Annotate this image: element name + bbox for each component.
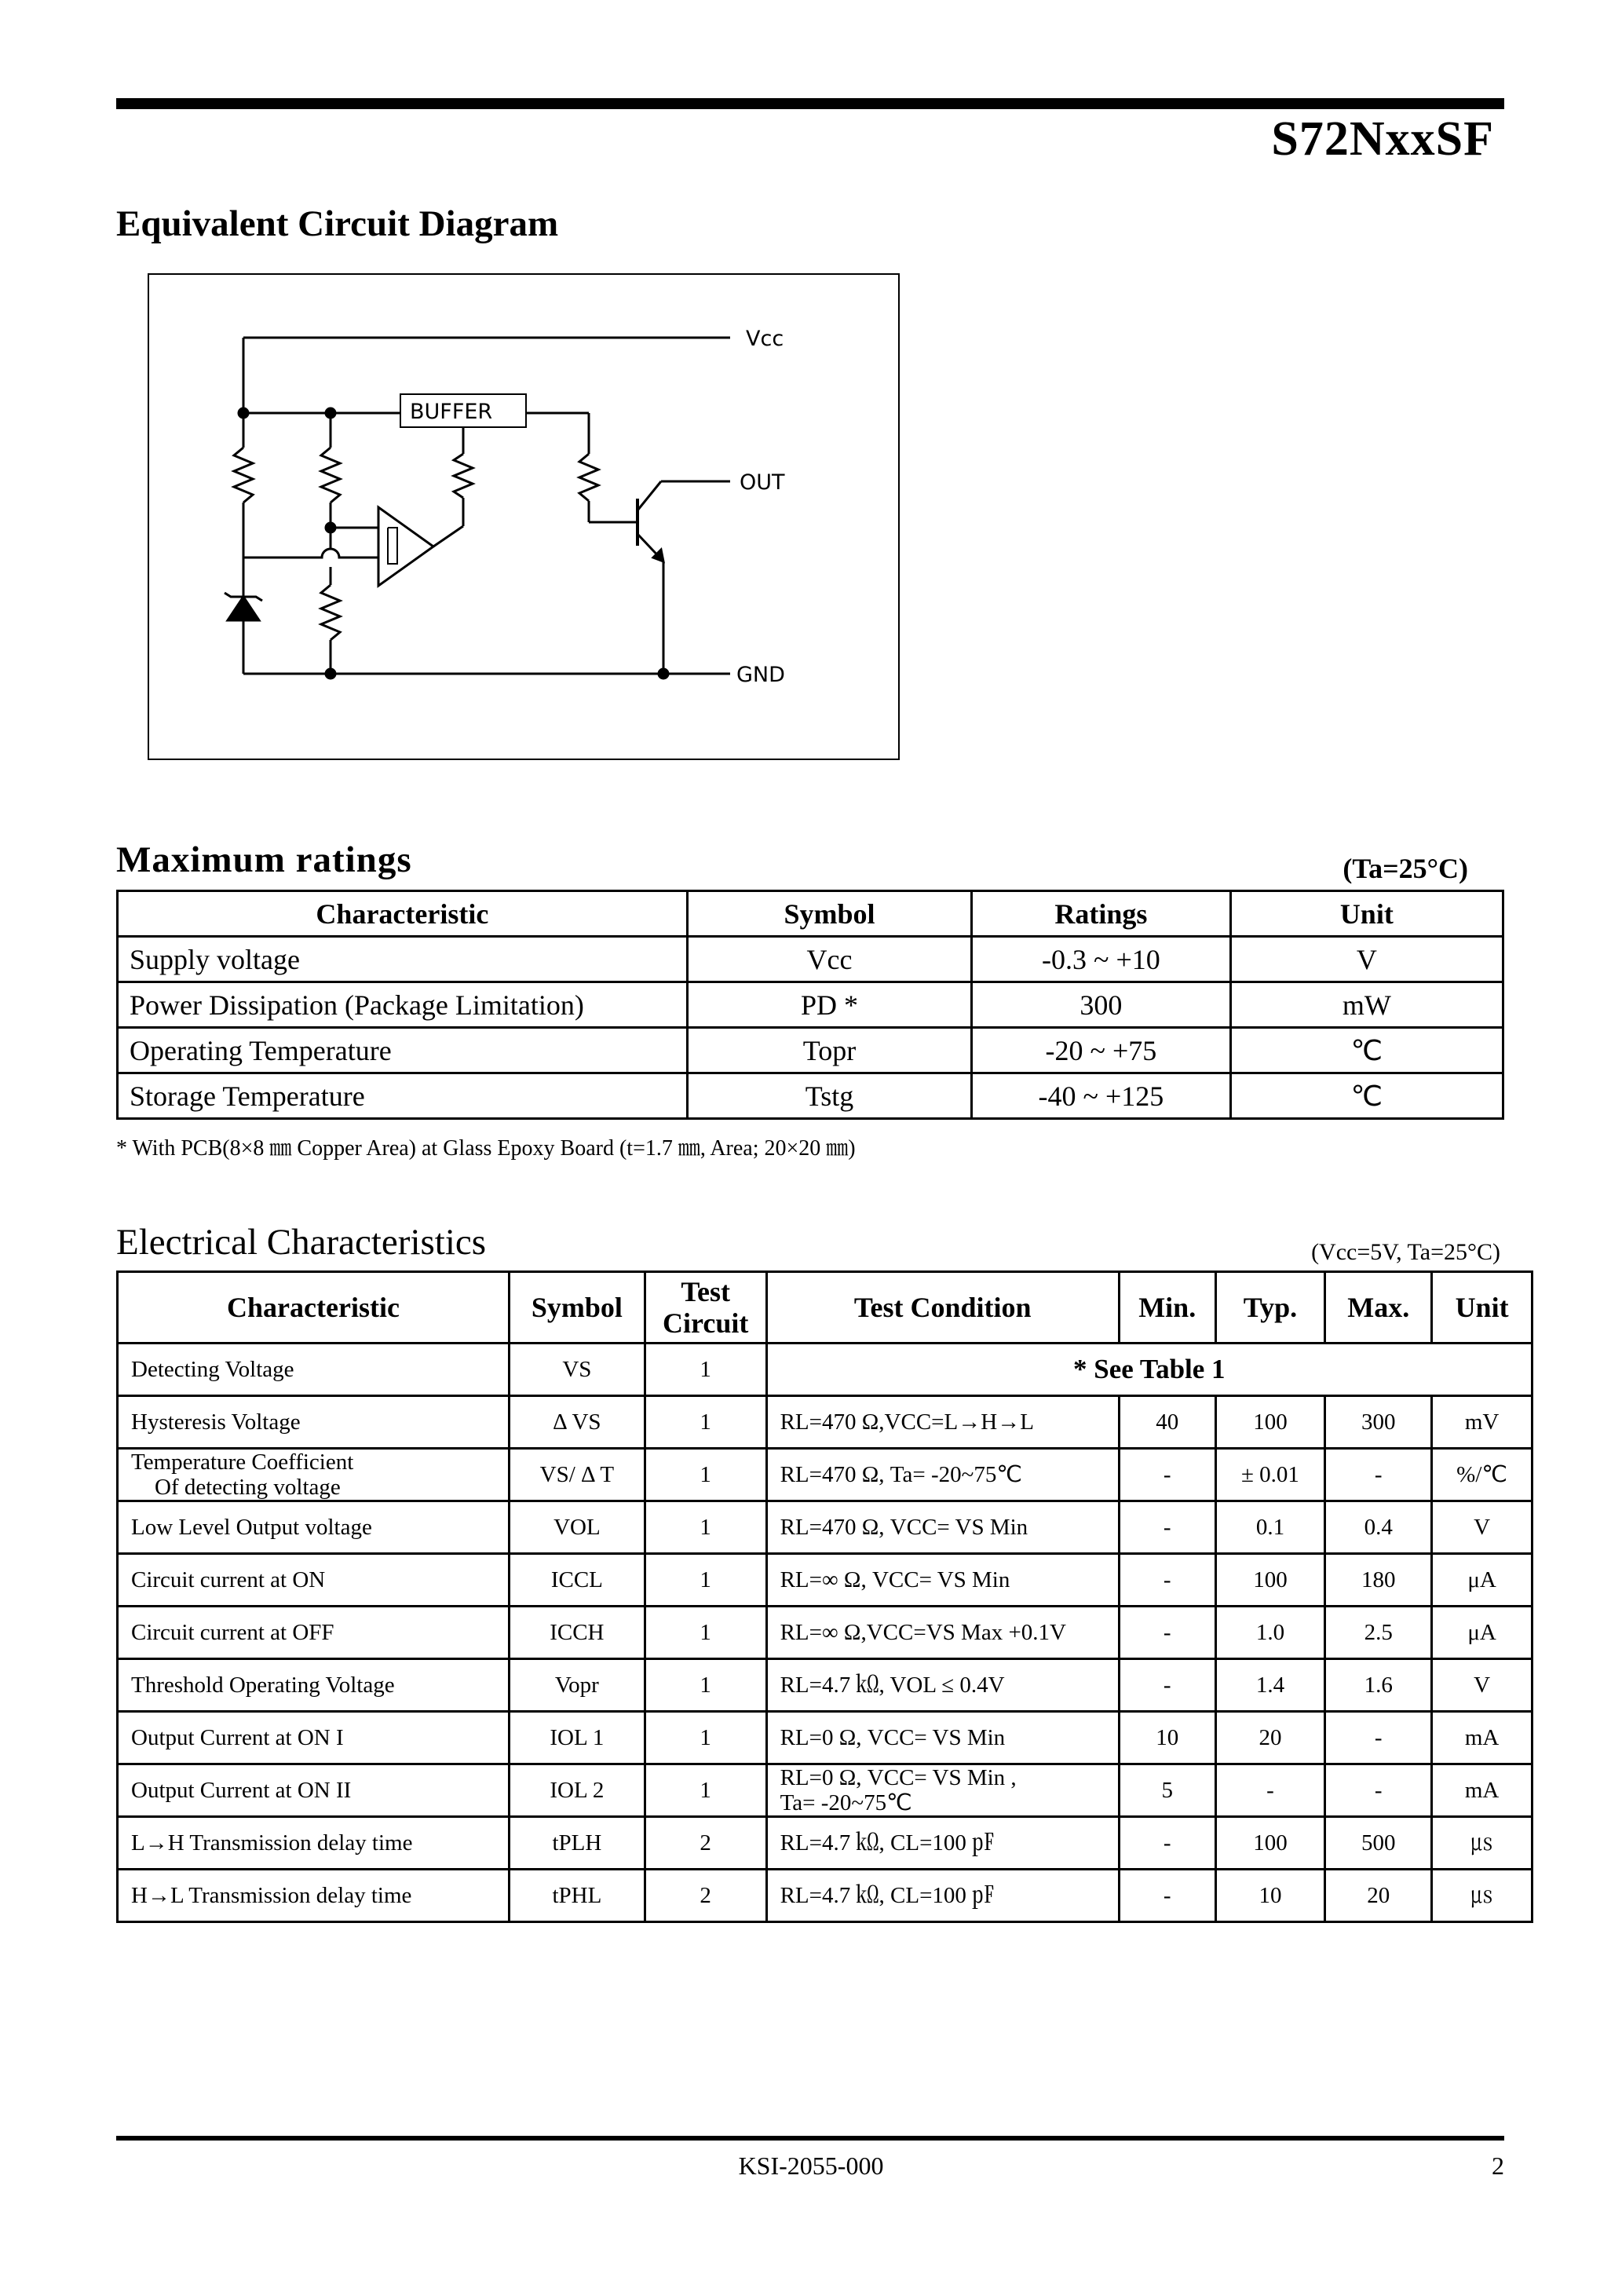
characteristic-cell bbox=[118, 1607, 510, 1659]
max-cell-line: 180 bbox=[1361, 1567, 1396, 1592]
table-header-row bbox=[118, 1272, 1532, 1344]
typ-cell bbox=[1215, 1870, 1325, 1922]
column-header: Min. bbox=[1119, 1272, 1215, 1344]
symbol-cell-line: tPHL bbox=[552, 1883, 602, 1908]
condition-cell bbox=[766, 1501, 1119, 1554]
ratings-cell: -0.3 ~ +10 bbox=[972, 937, 1230, 982]
typ-cell-line: 10 bbox=[1259, 1883, 1282, 1908]
min-cell bbox=[1119, 1554, 1215, 1607]
characteristic-cell-line: H→L Transmission delay time bbox=[131, 1883, 412, 1908]
circuit-cell-line: 1 bbox=[700, 1620, 711, 1645]
column-header: Typ. bbox=[1215, 1272, 1325, 1344]
unit-cell bbox=[1432, 1764, 1532, 1817]
characteristic-cell bbox=[118, 1554, 510, 1607]
characteristic-cell bbox=[118, 1396, 510, 1449]
symbol-cell-line: VOL bbox=[553, 1515, 601, 1540]
unit-cell bbox=[1432, 1554, 1532, 1607]
unit-cell-line: V bbox=[1474, 1673, 1491, 1698]
symbol-cell bbox=[509, 1607, 645, 1659]
typ-cell bbox=[1215, 1501, 1325, 1554]
max-cell-line: 20 bbox=[1367, 1883, 1390, 1908]
unit-cell-line: mA bbox=[1464, 1725, 1500, 1750]
condition-cell-line: RL=∞ Ω, VCC= VS Min bbox=[780, 1567, 1010, 1592]
ratings-cell: 300 bbox=[972, 982, 1230, 1028]
column-header: Characteristic bbox=[118, 1272, 510, 1344]
document-title: S72NxxSF bbox=[1271, 112, 1494, 166]
table-row bbox=[118, 1870, 1532, 1922]
unit-cell-line: mA bbox=[1464, 1778, 1500, 1803]
max-cell bbox=[1325, 1712, 1432, 1764]
resistor-r5 bbox=[579, 454, 598, 501]
max-cell-line: - bbox=[1374, 1725, 1383, 1750]
max-cell-line: - bbox=[1374, 1462, 1383, 1487]
condition-cell bbox=[766, 1764, 1119, 1817]
min-cell-line: - bbox=[1163, 1620, 1171, 1645]
symbol-cell bbox=[509, 1449, 645, 1501]
characteristic-cell bbox=[118, 1449, 510, 1501]
unit-cell-line: ㎲ bbox=[1470, 1883, 1494, 1908]
max-cell bbox=[1325, 1501, 1432, 1554]
typ-cell bbox=[1215, 1607, 1325, 1659]
condition-cell-line: RL=4.7 ㏀, VOL ≤ 0.4V bbox=[780, 1673, 1005, 1698]
unit-cell-line: μA bbox=[1467, 1620, 1496, 1645]
characteristic-cell-line: L→H Transmission delay time bbox=[131, 1830, 413, 1855]
unit-cell: V bbox=[1230, 937, 1503, 982]
circuit-cell bbox=[645, 1817, 766, 1870]
symbol-cell-line: ICCH bbox=[550, 1620, 605, 1645]
header-line: Circuit bbox=[663, 1307, 749, 1339]
symbol-cell bbox=[509, 1501, 645, 1554]
condition-cell bbox=[766, 1554, 1119, 1607]
max-cell bbox=[1325, 1870, 1432, 1922]
out-label: OUT bbox=[740, 470, 785, 495]
resistor-r3 bbox=[321, 585, 340, 640]
typ-cell-line: 0.1 bbox=[1255, 1515, 1285, 1540]
resistor-r2 bbox=[321, 448, 340, 503]
unit-cell bbox=[1432, 1659, 1532, 1712]
condition-cell bbox=[766, 1396, 1119, 1449]
symbol-cell: PD * bbox=[687, 982, 971, 1028]
column-header: Unit bbox=[1432, 1272, 1532, 1344]
max-ratings-condition: (Ta=25°C) bbox=[1343, 853, 1468, 884]
characteristic-cell: Storage Temperature bbox=[118, 1073, 688, 1119]
circuit-cell bbox=[645, 1712, 766, 1764]
symbol-cell bbox=[509, 1817, 645, 1870]
column-header: Symbol bbox=[509, 1272, 645, 1344]
table-row bbox=[118, 1028, 1503, 1073]
max-cell bbox=[1325, 1607, 1432, 1659]
typ-cell-line: - bbox=[1266, 1778, 1274, 1803]
symbol-cell bbox=[509, 1554, 645, 1607]
condition-cell bbox=[766, 1817, 1119, 1870]
see-table-cell: * See Table 1 bbox=[766, 1344, 1532, 1396]
typ-cell-line: 20 bbox=[1259, 1725, 1282, 1750]
max-ratings-table bbox=[116, 890, 1504, 1120]
unit-cell-line: mV bbox=[1464, 1409, 1500, 1435]
page-number: 2 bbox=[1492, 2152, 1504, 2180]
min-cell-line: 5 bbox=[1161, 1778, 1173, 1803]
characteristic-cell bbox=[118, 1501, 510, 1554]
symbol-cell: VS bbox=[509, 1344, 645, 1396]
max-cell-line: 0.4 bbox=[1364, 1515, 1393, 1540]
symbol-cell-line: VS/ Δ T bbox=[539, 1462, 615, 1487]
circuit-cell-line: 1 bbox=[700, 1725, 711, 1750]
circuit-cell-line: 2 bbox=[700, 1830, 711, 1855]
unit-cell bbox=[1432, 1396, 1532, 1449]
unit-cell: mW bbox=[1230, 982, 1503, 1028]
min-cell-line: - bbox=[1163, 1567, 1171, 1592]
characteristic-cell-line: Temperature Coefficient bbox=[131, 1450, 354, 1475]
characteristic-cell bbox=[118, 1764, 510, 1817]
characteristic-cell-line: Low Level Output voltage bbox=[131, 1515, 372, 1540]
table-row bbox=[118, 1764, 1532, 1817]
column-header: Test Condition bbox=[766, 1272, 1119, 1344]
condition-cell-line: RL=∞ Ω,VCC=VS Max +0.1V bbox=[780, 1620, 1066, 1645]
characteristic-cell-line: Circuit current at ON bbox=[131, 1567, 326, 1592]
condition-cell-line: RL=470 Ω,VCC=L→H→L bbox=[780, 1409, 1034, 1435]
junction-dot bbox=[659, 669, 668, 678]
circuit-cell-line: 1 bbox=[700, 1673, 711, 1698]
circuit-cell-line: 1 bbox=[700, 1462, 711, 1487]
min-cell bbox=[1119, 1817, 1215, 1870]
unit-cell-line: V bbox=[1474, 1515, 1491, 1540]
max-cell bbox=[1325, 1554, 1432, 1607]
symbol-cell-line: IOL 1 bbox=[550, 1725, 605, 1750]
unit-cell-line: ㎲ bbox=[1470, 1830, 1494, 1855]
max-cell-line: 1.6 bbox=[1364, 1673, 1393, 1698]
max-cell-line: - bbox=[1374, 1778, 1383, 1803]
circuit-cell bbox=[645, 1607, 766, 1659]
typ-cell bbox=[1215, 1712, 1325, 1764]
typ-cell-line: ± 0.01 bbox=[1241, 1462, 1299, 1487]
min-cell-line: - bbox=[1163, 1673, 1171, 1698]
table-row bbox=[118, 1712, 1532, 1764]
symbol-cell bbox=[509, 1712, 645, 1764]
characteristic-cell bbox=[118, 1712, 510, 1764]
max-cell bbox=[1325, 1396, 1432, 1449]
symbol-cell: Tstg bbox=[687, 1073, 971, 1119]
table-row bbox=[118, 1554, 1532, 1607]
circuit-cell-line: 2 bbox=[700, 1883, 711, 1908]
characteristic-cell-line: Hysteresis Voltage bbox=[131, 1409, 301, 1435]
table-row bbox=[118, 982, 1503, 1028]
unit-cell: ℃ bbox=[1230, 1028, 1503, 1073]
circuit-section-title: Equivalent Circuit Diagram bbox=[116, 203, 559, 244]
symbol-cell bbox=[509, 1659, 645, 1712]
condition-cell-line: RL=470 Ω, VCC= VS Min bbox=[780, 1515, 1028, 1540]
unit-cell bbox=[1432, 1712, 1532, 1764]
characteristic-cell-line: Threshold Operating Voltage bbox=[131, 1673, 395, 1698]
characteristic-cell: Operating Temperature bbox=[118, 1028, 688, 1073]
circuit-cell: 1 bbox=[645, 1344, 766, 1396]
min-cell-line: - bbox=[1163, 1515, 1171, 1540]
max-cell bbox=[1325, 1449, 1432, 1501]
min-cell bbox=[1119, 1870, 1215, 1922]
zener-diode bbox=[228, 597, 259, 620]
circuit-schematic bbox=[149, 275, 901, 762]
condition-cell bbox=[766, 1607, 1119, 1659]
ratings-cell: -20 ~ +75 bbox=[972, 1028, 1230, 1073]
header-line: Test bbox=[681, 1276, 731, 1307]
circuit-cell bbox=[645, 1396, 766, 1449]
unit-cell bbox=[1432, 1870, 1532, 1922]
electrical-condition: (Vcc=5V, Ta=25°C) bbox=[1311, 1239, 1500, 1265]
typ-cell bbox=[1215, 1817, 1325, 1870]
max-cell-line: 500 bbox=[1361, 1830, 1396, 1855]
column-header: Characteristic bbox=[118, 891, 688, 937]
min-cell bbox=[1119, 1764, 1215, 1817]
symbol-cell: Vcc bbox=[687, 937, 971, 982]
max-cell bbox=[1325, 1817, 1432, 1870]
typ-cell bbox=[1215, 1659, 1325, 1712]
column-header: Symbol bbox=[687, 891, 971, 937]
typ-cell-line: 1.0 bbox=[1255, 1620, 1285, 1645]
symbol-cell-line: IOL 2 bbox=[550, 1778, 605, 1803]
unit-cell-line: μA bbox=[1467, 1567, 1496, 1592]
characteristic-cell bbox=[118, 1659, 510, 1712]
circuit-cell bbox=[645, 1501, 766, 1554]
circuit-cell-line: 1 bbox=[700, 1567, 711, 1592]
column-header: Ratings bbox=[972, 891, 1230, 937]
vcc-label: Vcc bbox=[746, 327, 784, 351]
condition-cell bbox=[766, 1712, 1119, 1764]
circuit-cell-line: 1 bbox=[700, 1778, 711, 1803]
min-cell-line: 10 bbox=[1156, 1725, 1179, 1750]
typ-cell bbox=[1215, 1449, 1325, 1501]
characteristic-cell bbox=[118, 1817, 510, 1870]
max-cell-line: 2.5 bbox=[1364, 1620, 1393, 1645]
table-row bbox=[118, 1607, 1532, 1659]
min-cell bbox=[1119, 1449, 1215, 1501]
characteristic-cell-line: Output Current at ON II bbox=[131, 1778, 352, 1803]
circuit-cell-line: 1 bbox=[700, 1409, 711, 1435]
junction-dot bbox=[326, 669, 335, 678]
circuit-cell bbox=[645, 1554, 766, 1607]
characteristic-cell: Power Dissipation (Package Limitation) bbox=[118, 982, 688, 1028]
symbol-cell: Topr bbox=[687, 1028, 971, 1073]
characteristic-cell: Supply voltage bbox=[118, 937, 688, 982]
min-cell bbox=[1119, 1501, 1215, 1554]
footer-code: KSI-2055-000 bbox=[738, 2152, 884, 2180]
condition-cell bbox=[766, 1449, 1119, 1501]
min-cell-line: - bbox=[1163, 1462, 1171, 1487]
gnd-label: GND bbox=[736, 663, 785, 687]
characteristic-cell-line: Output Current at ON I bbox=[131, 1725, 344, 1750]
typ-cell-line: 100 bbox=[1253, 1830, 1288, 1855]
max-ratings-title: Maximum ratings bbox=[116, 839, 412, 880]
table-row bbox=[118, 1501, 1532, 1554]
min-cell bbox=[1119, 1659, 1215, 1712]
buffer-label: BUFFER bbox=[410, 400, 493, 424]
top-rule bbox=[116, 98, 1504, 109]
electrical-table bbox=[116, 1270, 1533, 1923]
condition-cell-line: RL=4.7 ㏀, CL=100 ㎊ bbox=[780, 1830, 995, 1855]
condition-cell-line: RL=470 Ω, Ta= -20~75℃ bbox=[780, 1462, 1022, 1487]
unit-cell: ℃ bbox=[1230, 1073, 1503, 1119]
unit-cell bbox=[1432, 1501, 1532, 1554]
bottom-rule bbox=[116, 2136, 1504, 2141]
typ-cell bbox=[1215, 1396, 1325, 1449]
column-header: Max. bbox=[1325, 1272, 1432, 1344]
circuit-cell bbox=[645, 1449, 766, 1501]
circuit-cell bbox=[645, 1659, 766, 1712]
condition-cell bbox=[766, 1659, 1119, 1712]
unit-cell bbox=[1432, 1607, 1532, 1659]
min-cell-line: - bbox=[1163, 1830, 1171, 1855]
condition-cell-line: RL=0 Ω, VCC= VS Min , bbox=[780, 1765, 1017, 1790]
characteristic-cell-line: Circuit current at OFF bbox=[131, 1620, 334, 1645]
table-row bbox=[118, 1073, 1503, 1119]
symbol-cell bbox=[509, 1870, 645, 1922]
table-header-row bbox=[118, 891, 1503, 937]
column-header: Unit bbox=[1230, 891, 1503, 937]
max-cell bbox=[1325, 1764, 1432, 1817]
table-row bbox=[118, 1344, 1532, 1396]
min-cell bbox=[1119, 1396, 1215, 1449]
max-cell bbox=[1325, 1659, 1432, 1712]
max-cell-line: 300 bbox=[1361, 1409, 1396, 1435]
table-row bbox=[118, 1659, 1532, 1712]
characteristic-cell: Detecting Voltage bbox=[118, 1344, 510, 1396]
table-row bbox=[118, 937, 1503, 982]
circuit-cell-line: 1 bbox=[700, 1515, 711, 1540]
min-cell-line: - bbox=[1163, 1883, 1171, 1908]
symbol-cell bbox=[509, 1396, 645, 1449]
characteristic-cell-line: Of detecting voltage bbox=[155, 1475, 341, 1500]
table-row bbox=[118, 1396, 1532, 1449]
resistor-r4 bbox=[454, 454, 473, 498]
min-cell bbox=[1119, 1607, 1215, 1659]
column-header bbox=[645, 1272, 766, 1344]
symbol-cell-line: Δ VS bbox=[553, 1409, 601, 1435]
condition-cell-line: RL=0 Ω, VCC= VS Min bbox=[780, 1725, 1006, 1750]
condition-cell bbox=[766, 1870, 1119, 1922]
typ-cell bbox=[1215, 1764, 1325, 1817]
min-cell bbox=[1119, 1712, 1215, 1764]
unit-cell bbox=[1432, 1449, 1532, 1501]
circuit-cell bbox=[645, 1870, 766, 1922]
symbol-cell-line: Vopr bbox=[554, 1673, 599, 1698]
electrical-rows bbox=[118, 1396, 1532, 1922]
min-cell-line: 40 bbox=[1156, 1409, 1179, 1435]
typ-cell bbox=[1215, 1554, 1325, 1607]
symbol-cell-line: tPLH bbox=[552, 1830, 602, 1855]
unit-cell bbox=[1432, 1817, 1532, 1870]
table-row bbox=[118, 1449, 1532, 1501]
table-row bbox=[118, 1817, 1532, 1870]
characteristic-cell bbox=[118, 1870, 510, 1922]
typ-cell-line: 100 bbox=[1253, 1409, 1288, 1435]
circuit-diagram bbox=[148, 273, 900, 760]
typ-cell-line: 1.4 bbox=[1255, 1673, 1285, 1698]
electrical-title: Electrical Characteristics bbox=[116, 1222, 487, 1263]
typ-cell-line: 100 bbox=[1253, 1567, 1288, 1592]
condition-cell-line: RL=4.7 ㏀, CL=100 ㎊ bbox=[780, 1883, 995, 1908]
resistor-r1 bbox=[234, 448, 253, 503]
symbol-cell bbox=[509, 1764, 645, 1817]
condition-cell-line: Ta= -20~75℃ bbox=[780, 1790, 912, 1815]
circuit-cell bbox=[645, 1764, 766, 1817]
ratings-cell: -40 ~ +125 bbox=[972, 1073, 1230, 1119]
symbol-cell-line: ICCL bbox=[550, 1567, 603, 1592]
max-ratings-footnote: * With PCB(8×8 ㎜ Copper Area) at Glass Epoxy Board (t=1.7 ㎜, Area; 20×20 ㎜) bbox=[116, 1136, 856, 1161]
unit-cell-line: %/℃ bbox=[1456, 1462, 1507, 1487]
comparator bbox=[378, 507, 433, 586]
